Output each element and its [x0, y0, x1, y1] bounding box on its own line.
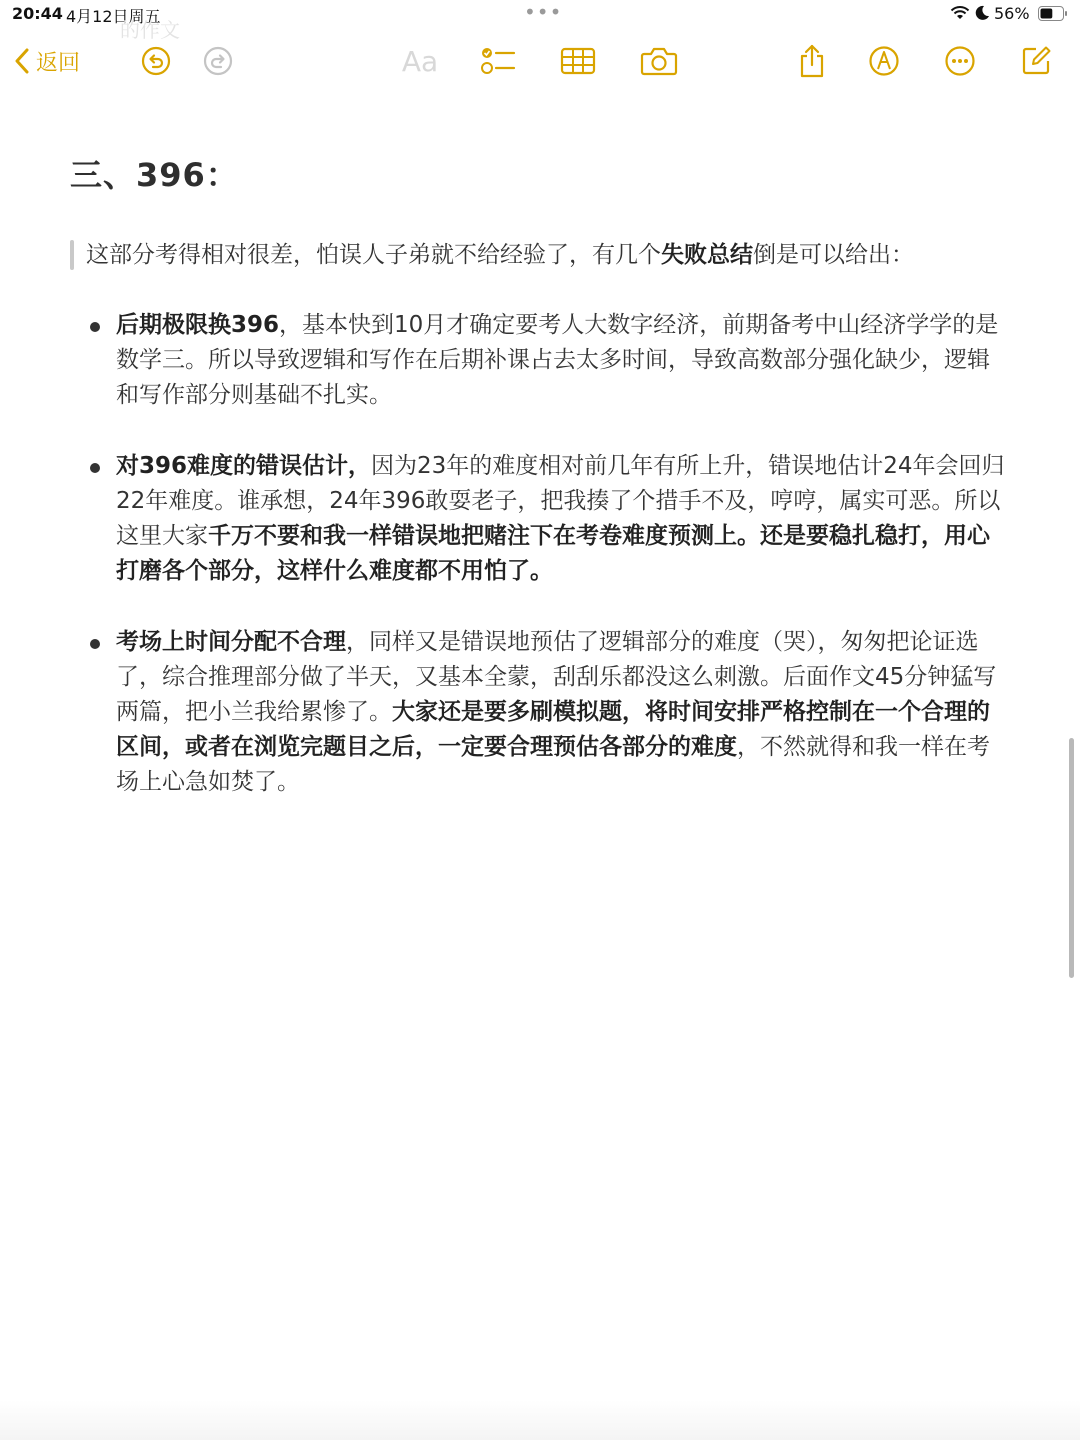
quote-text-before: 这部分考得相对很差，怕误人子弟就不给经验了，有几个 — [86, 242, 661, 268]
bullet-text: ，同样又是错误地预估了逻辑部分的难度（哭），匆匆把论证选了，综合推理部分做了半天，又基本全蒙，刮刮乐都没这么刺激。后面作文45分钟猛写两篇，把小兰我给累惨了。 — [116, 629, 997, 725]
status-date: 4月12日周五 — [66, 7, 161, 26]
bullet-dot — [90, 322, 100, 332]
camera-icon — [640, 46, 678, 76]
bullet-text: ，基本快到10月才确定要考人大数字经济，前期备考中山经济学学的是数学三。所以导致逻辑和写作在后期补课占去太多时间，导致高数部分强化缺少，逻辑和写作部分则基础不扎实。 — [116, 312, 999, 408]
list-item — [70, 449, 1010, 589]
share-button[interactable] — [794, 38, 830, 84]
chevron-left-icon — [14, 48, 30, 74]
battery-percent: 56% — [994, 4, 1030, 23]
block-quote — [70, 238, 1010, 272]
bullet-dot — [90, 463, 100, 473]
undo-icon — [140, 45, 172, 77]
more-icon — [944, 45, 976, 77]
undo-button[interactable] — [138, 38, 174, 84]
more-button[interactable] — [942, 38, 978, 84]
bullet-dot — [90, 639, 100, 649]
moon-icon — [974, 5, 990, 21]
camera-button[interactable] — [638, 38, 680, 84]
multitasking-dots[interactable]: ••• — [524, 0, 563, 24]
compose-button[interactable] — [1018, 38, 1054, 84]
bullet-bold-lead: 考场上时间分配不合理 — [116, 629, 346, 655]
bottom-shade — [0, 1400, 1080, 1440]
vertical-scrollbar[interactable] — [1069, 738, 1074, 978]
share-icon — [797, 43, 827, 79]
note-body[interactable] — [70, 150, 1010, 836]
back-label: 返回 — [36, 50, 81, 76]
format-label: Aa — [401, 44, 439, 78]
bullet-bold-tail: 千万不要和我一样错误地把赌注下在考卷难度预测上。还是要稳扎稳打，用心打磨各个部分，这样什么难度都不用怕了。 — [116, 523, 990, 584]
scrolled-text-fragment: 的作文 — [120, 18, 180, 42]
bullet-bold-lead: 后期极限换396 — [116, 312, 280, 338]
note-heading: 三、396： — [70, 156, 239, 194]
quote-bar — [70, 240, 74, 270]
bullet-bold-middle: 大家还是要多刷模拟题，将时间安排严格控制在一个合理的区间，或者在浏览完题目之后，一定要合理预估各部分的难度 — [116, 699, 990, 760]
bullet-bold-lead: 对396难度的错误估计， — [116, 453, 372, 479]
quote-text-bold: 失败总结 — [661, 242, 753, 268]
bullet-list — [70, 308, 1010, 800]
list-item — [70, 625, 1010, 800]
redo-button[interactable] — [200, 38, 236, 84]
back-button[interactable] — [14, 38, 114, 84]
checklist-button[interactable] — [478, 38, 518, 84]
table-icon — [560, 47, 596, 75]
battery-icon — [1038, 6, 1068, 21]
bullet-text-end: ，不然就得和我一样在考场上心急如焚了。 — [116, 734, 990, 795]
table-button[interactable] — [558, 38, 598, 84]
wifi-icon — [950, 5, 970, 21]
redo-icon — [202, 45, 234, 77]
compose-icon — [1020, 45, 1052, 77]
format-button[interactable] — [396, 38, 444, 84]
list-item — [70, 308, 1010, 413]
notes-toolbar — [0, 38, 1080, 86]
bullet-text: 因为23年的难度相对前几年有所上升，错误地估计24年会回归22年难度。谁承想，24年396敢耍老子，把我揍了个措手不及，哼哼，属实可恶。所以这里大家 — [116, 453, 1005, 549]
markup-button[interactable] — [866, 38, 902, 84]
quote-text-after: 倒是可以给出： — [753, 242, 914, 268]
checklist-icon — [480, 45, 516, 77]
status-time: 20:44 — [12, 4, 63, 23]
markup-icon — [868, 45, 900, 77]
